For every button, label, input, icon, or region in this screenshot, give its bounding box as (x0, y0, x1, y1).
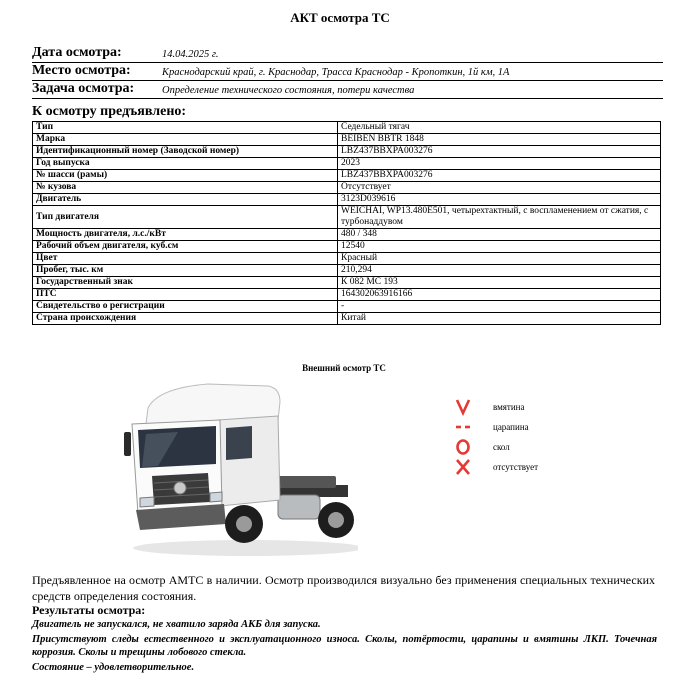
result-line: Присутствуют следы естественного и эксплуатационного износа. Сколы, потёртости, царапины и вмятины ЛКП. Точечная коррозия. Сколы и трещины лобового стекла. (32, 634, 657, 658)
chip-icon (455, 438, 471, 456)
spec-value: LBZ437BBXPA003276 (338, 146, 661, 158)
legend-label: вмятина (493, 402, 525, 412)
table-row (33, 241, 661, 253)
legend-label: царапина (493, 422, 529, 432)
table-row (33, 182, 661, 194)
scratch-icon (455, 418, 471, 436)
spec-key: Тип двигателя (33, 206, 338, 229)
table-row (33, 313, 661, 325)
spec-value: 12540 (338, 241, 661, 253)
spec-value: 2023 (338, 158, 661, 170)
spec-key: Мощность двигателя, л.с./кВт (33, 229, 338, 241)
spec-value: 164302063916166 (338, 289, 661, 301)
table-row (33, 229, 661, 241)
meta-label: Дата осмотра: (32, 45, 122, 60)
spec-value: Седельный тягач (338, 122, 661, 134)
spec-value: Красный (338, 253, 661, 265)
result-line: Двигатель не запускался, не хватило заряда АКБ для запуска. (32, 619, 321, 630)
meta-row-place (32, 62, 663, 81)
meta-row-date (32, 44, 663, 63)
spec-value: Китай (338, 313, 661, 325)
spec-value: 210,294 (338, 265, 661, 277)
meta-value: Определение технического состояния, потери качества (162, 85, 415, 96)
spec-key: ПТС (33, 289, 338, 301)
table-row (33, 253, 661, 265)
spec-key: № кузова (33, 182, 338, 194)
exterior-title: Внешний осмотр ТС (302, 363, 386, 373)
spec-value: BEIBEN BBTR 1848 (338, 134, 661, 146)
spec-key: Идентификационный номер (Заводской номер) (33, 146, 338, 158)
dent-icon (455, 398, 471, 416)
spec-value: LBZ437BBXPA003276 (338, 170, 661, 182)
meta-label: Задача осмотра: (32, 81, 135, 96)
spec-value: Отсутствует (338, 182, 661, 194)
spec-value: - (338, 301, 661, 313)
spec-value: 3123D039616 (338, 194, 661, 206)
spec-value: WEICHAI, WP13.480E501, четырехтактный, с воспламенением от сжатия, с турбонаддувом (338, 206, 661, 229)
table-row (33, 158, 661, 170)
spec-key: Год выпуска (33, 158, 338, 170)
meta-row-task (32, 80, 663, 99)
table-row (33, 122, 661, 134)
table-row (33, 134, 661, 146)
spec-key: Рабочий объем двигателя, куб.см (33, 241, 338, 253)
meta-value: 14.04.2025 г. (162, 49, 219, 60)
meta-value: Краснодарский край, г. Краснодар, Трасса Краснодар - Кропоткин, 1й км, 1А (162, 67, 510, 78)
missing-icon (455, 458, 471, 476)
meta-label: Место осмотра: (32, 63, 131, 78)
table-row (33, 289, 661, 301)
spec-key: Свидетельство о регистрации (33, 301, 338, 313)
spec-value: К 082 МС 193 (338, 277, 661, 289)
spec-value: 480 / 348 (338, 229, 661, 241)
results-title: Результаты осмотра: (32, 603, 146, 617)
legend-label: отсутствует (493, 462, 539, 472)
inspection-note: Предъявленное на осмотр АМТС в наличии. Осмотр производился визуально без применения специальных технических средств определения состояния. (32, 573, 655, 603)
spec-key: Государственный знак (33, 277, 338, 289)
spec-key: Пробег, тыс. км (33, 265, 338, 277)
truck-image (118, 380, 358, 560)
table-row (33, 146, 661, 158)
table-row (33, 277, 661, 289)
table-row (33, 206, 661, 229)
table-row (33, 170, 661, 182)
table-row (33, 194, 661, 206)
spec-key: Тип (33, 122, 338, 134)
result-line: Состояние – удовлетворительное. (32, 662, 195, 673)
document-title: АКТ осмотра ТС (290, 10, 390, 25)
legend-label: скол (493, 442, 510, 452)
spec-table (32, 121, 661, 325)
spec-key: Марка (33, 134, 338, 146)
section-title: К осмотру предъявлено: (32, 104, 187, 119)
spec-key: Цвет (33, 253, 338, 265)
spec-key: № шасси (рамы) (33, 170, 338, 182)
spec-key: Страна происхождения (33, 313, 338, 325)
table-row (33, 265, 661, 277)
table-row (33, 301, 661, 313)
spec-key: Двигатель (33, 194, 338, 206)
